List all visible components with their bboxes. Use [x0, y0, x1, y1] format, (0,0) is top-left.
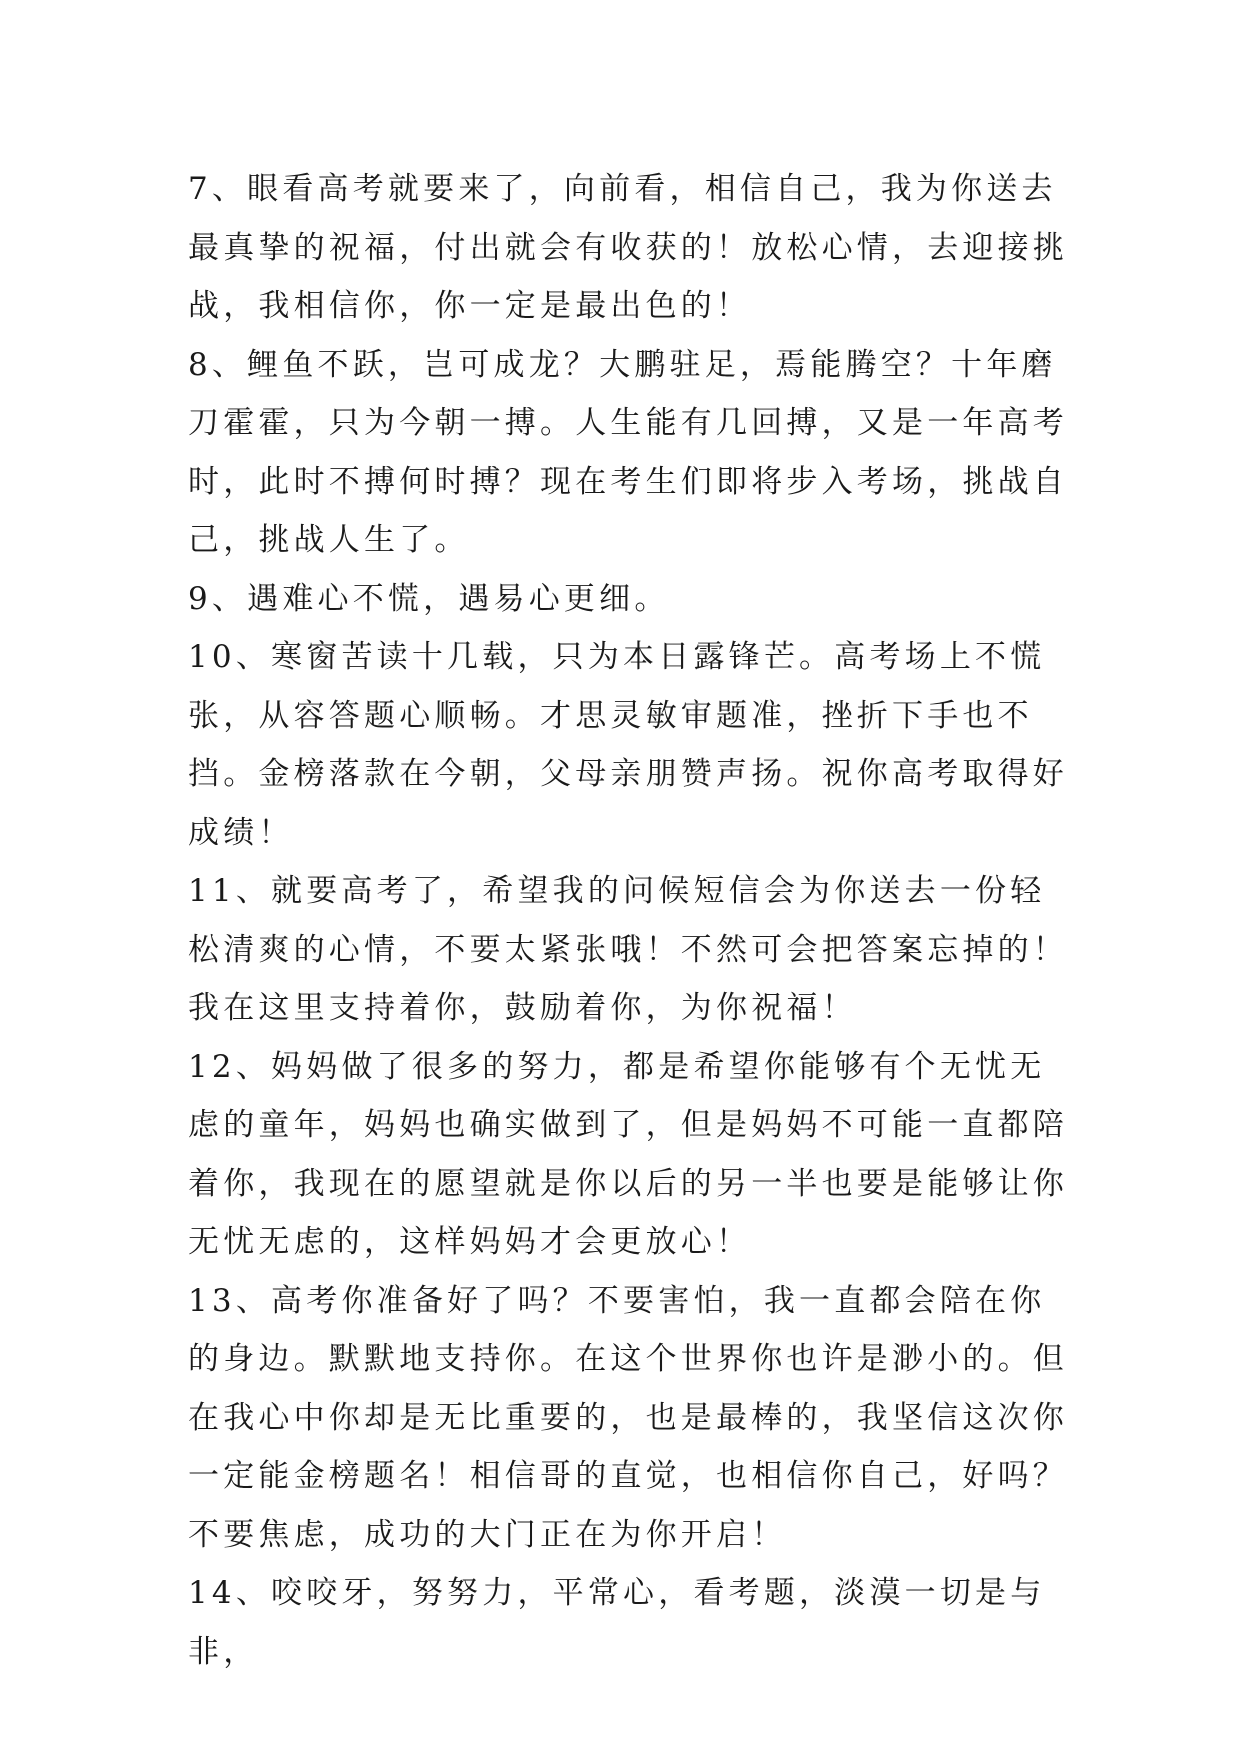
paragraph-8: 8、鲤鱼不跃，岂可成龙？大鹏驻足，焉能腾空？十年磨刀霍霍，只为今朝一搏。人生能有几回搏，又是一年高考时，此时不搏何时搏？现在考生们即将步入考场，挑战自己，挑战人生了。 [188, 346, 1068, 558]
document-body [188, 160, 1068, 1681]
paragraph-10: 10、寒窗苦读十几载，只为本日露锋芒。高考场上不慌张，从容答题心顺畅。才思灵敏审题准，挫折下手也不挡。金榜落款在今朝，父母亲朋赞声扬。祝你高考取得好成绩！ [188, 639, 1068, 851]
paragraph-13: 13、高考你准备好了吗？不要害怕，我一直都会陪在你的身边。默默地支持你。在这个世界你也许是渺小的。但在我心中你却是无比重要的，也是最棒的，我坚信这次你一定能金榜题名！相信哥的直觉，也相信你自己，好吗？不要焦虑，成功的大门正在为你开启！ [188, 1282, 1068, 1553]
paragraph-7: 7、眼看高考就要来了，向前看，相信自己，我为你送去最真挚的祝福，付出就会有收获的！放松心情，去迎接挑战，我相信你，你一定是最出色的！ [188, 171, 1068, 324]
paragraph-12: 12、妈妈做了很多的努力，都是希望你能够有个无忧无虑的童年，妈妈也确实做到了，但是妈妈不可能一直都陪着你，我现在的愿望就是你以后的另一半也要是能够让你无忧无虑的，这样妈妈才会更放心！ [188, 1048, 1068, 1260]
paragraph-9: 9、遇难心不慌，遇易心更细。 [188, 580, 670, 617]
paragraph-14: 14、咬咬牙，努努力，平常心，看考题，淡漠一切是与非， [188, 1575, 1046, 1670]
paragraph-11: 11、就要高考了，希望我的问候短信会为你送去一份轻松清爽的心情，不要太紧张哦！不然可会把答案忘掉的！我在这里支持着你，鼓励着你，为你祝福！ [188, 873, 1068, 1026]
